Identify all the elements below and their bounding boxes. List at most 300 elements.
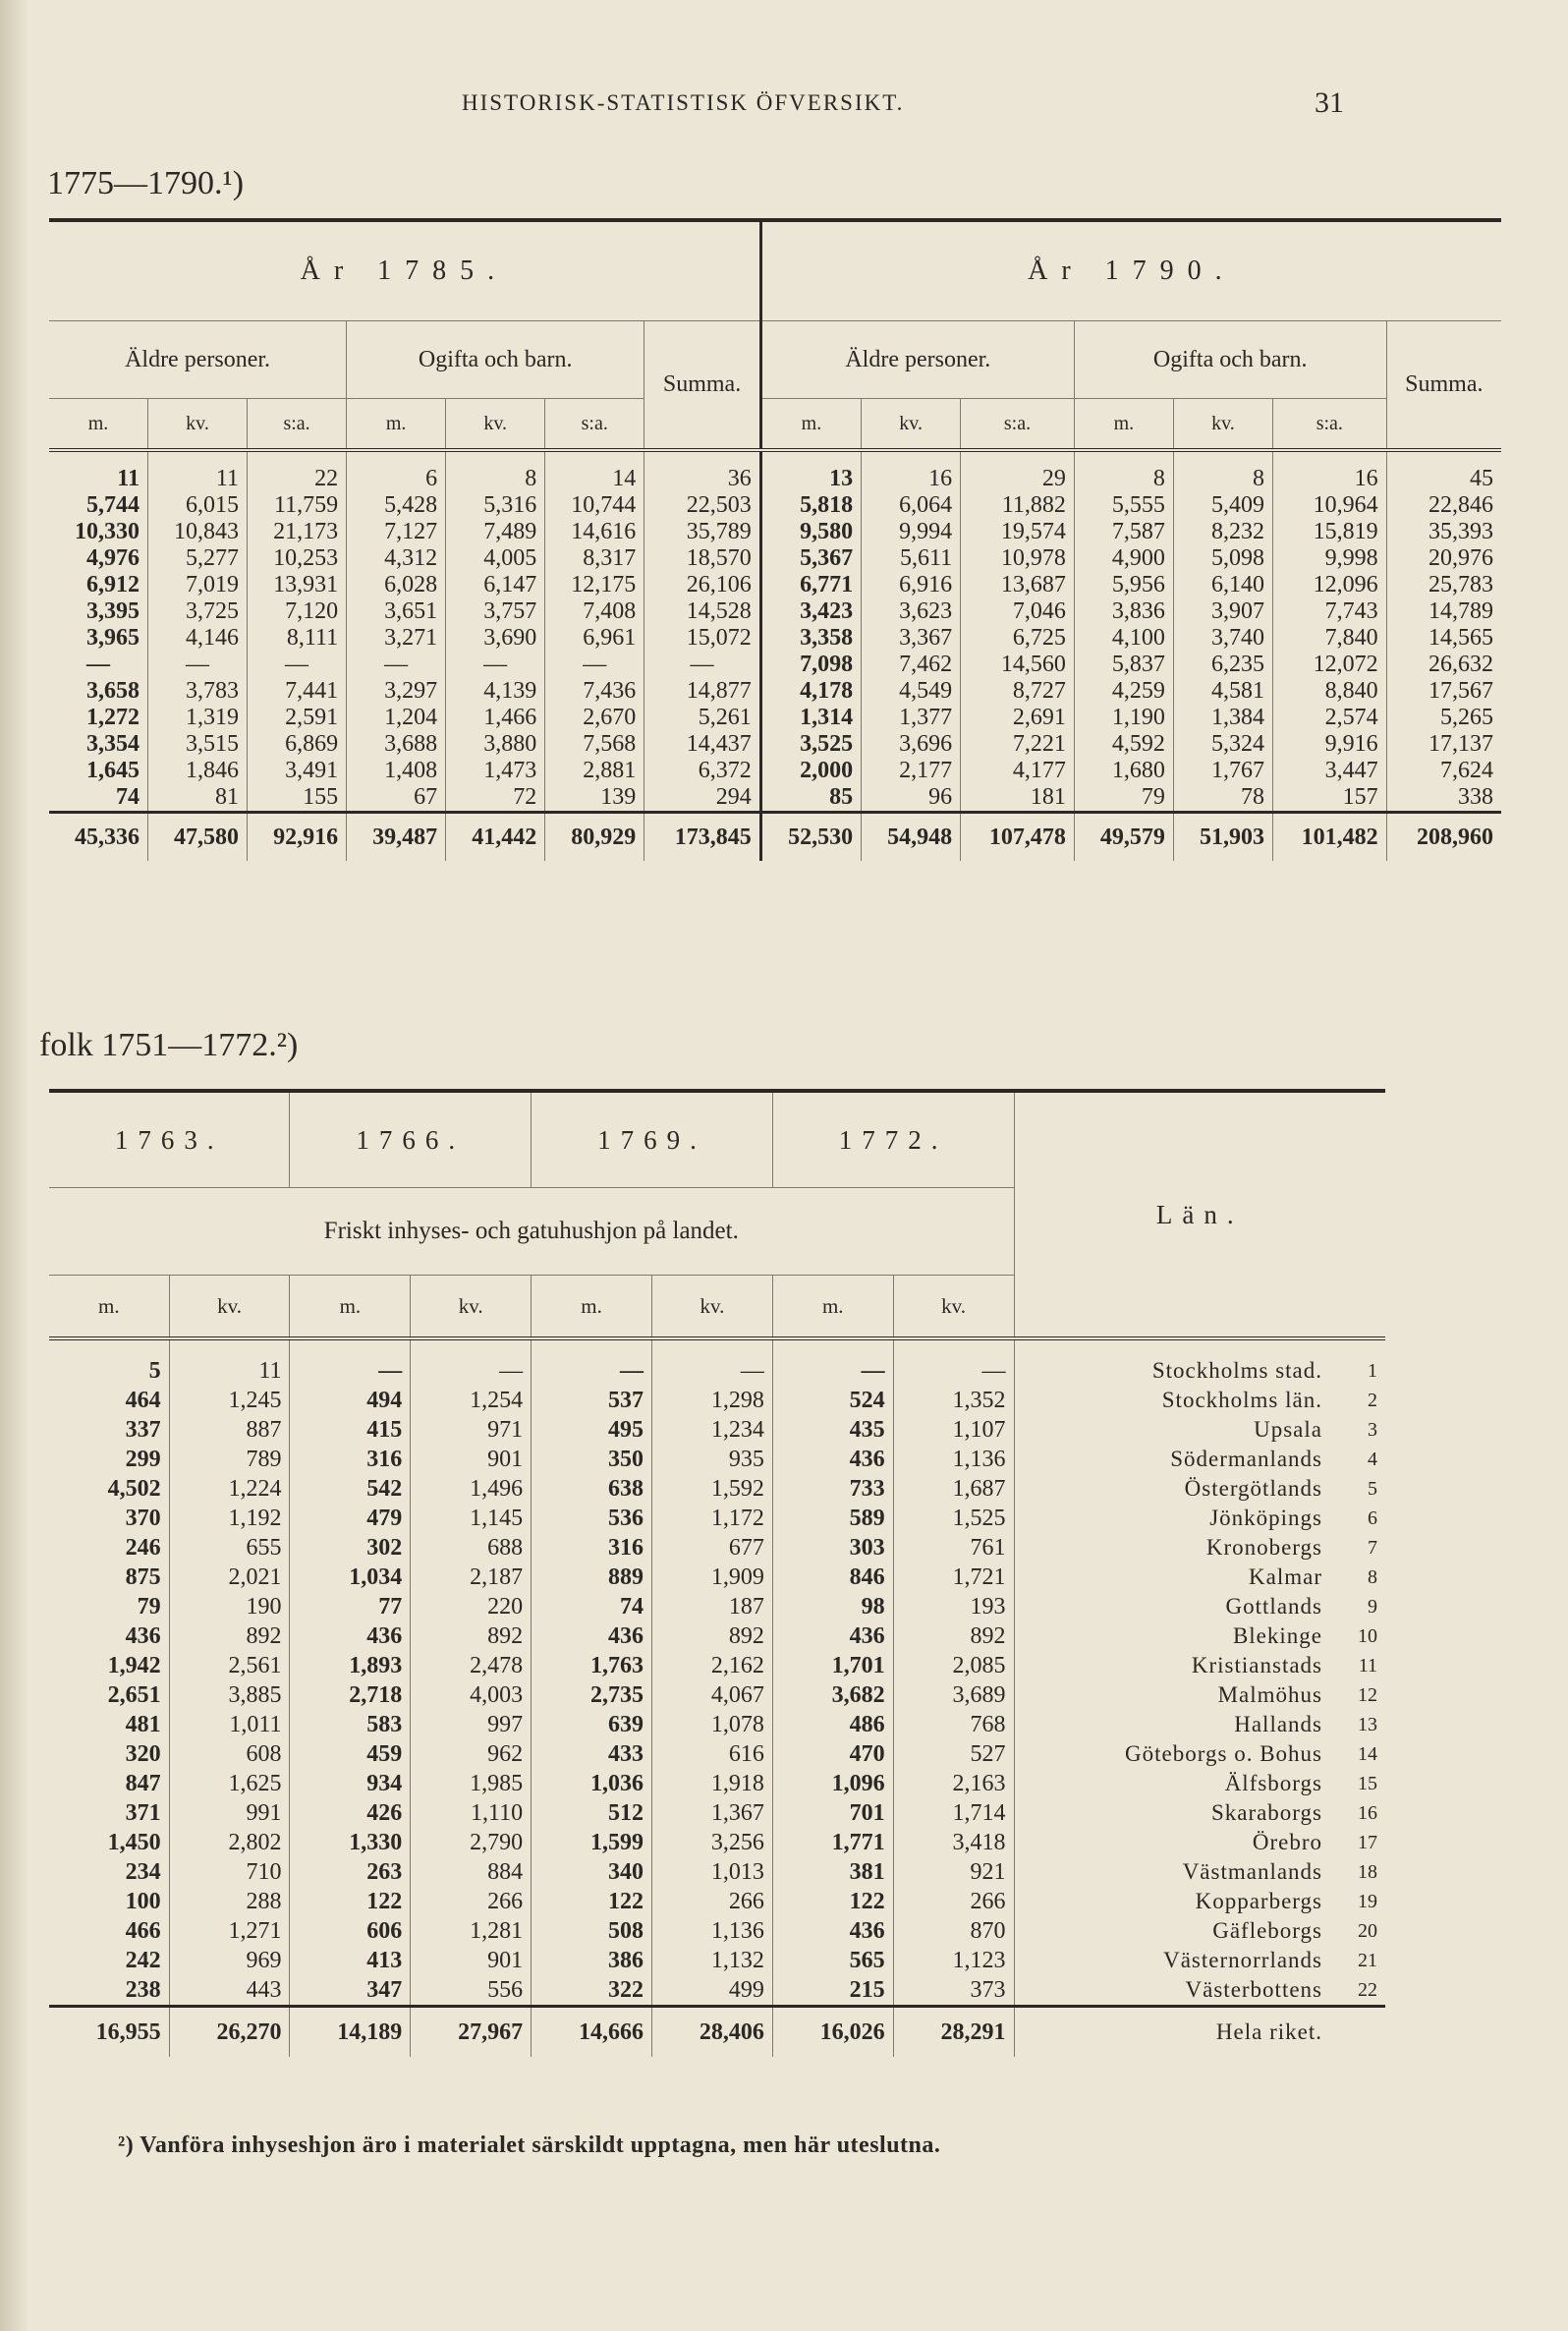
year-1790-header: År 1790. xyxy=(760,222,1501,321)
total-cell: 14,189 xyxy=(290,2007,411,2058)
table2-row xyxy=(49,1338,1385,1386)
table1-cell: 7,046 xyxy=(961,598,1075,625)
table2-cell: 710 xyxy=(169,1857,290,1887)
table2-cell: 1,330 xyxy=(290,1828,411,1857)
table2-caption: folk 1751—1772.²) xyxy=(39,1027,299,1063)
total-cell: 49,579 xyxy=(1074,813,1173,862)
table2-cell: 100 xyxy=(125,1888,161,1914)
table2-cell: — xyxy=(532,1338,652,1386)
col-kv: kv. xyxy=(147,399,247,451)
table2-cell: 435 xyxy=(772,1415,893,1445)
lan-name: Skaraborgs xyxy=(1014,1798,1330,1828)
table1-cell: 3,690 xyxy=(446,625,545,652)
table1-cell: 7,221 xyxy=(961,731,1075,758)
table1-cell: 6,725 xyxy=(961,625,1075,652)
table2-row xyxy=(49,1563,1385,1592)
table1-cell: 3,757 xyxy=(446,598,545,625)
lan-name: Västernorrlands xyxy=(1014,1946,1330,1975)
table2-cell: 701 xyxy=(772,1798,893,1828)
table1-total-row xyxy=(49,813,1501,862)
table1-cell: 5,324 xyxy=(1173,731,1272,758)
table1-cell: 5,428 xyxy=(347,492,446,519)
table1-cell: 139 xyxy=(545,784,644,813)
table1-cell: 10,978 xyxy=(961,545,1075,572)
table1-cell: 74 xyxy=(115,784,140,810)
table2-row xyxy=(49,1887,1385,1916)
table1-cell: 5,555 xyxy=(1074,492,1173,519)
table1-cell: 11,882 xyxy=(961,492,1075,519)
table2-row xyxy=(49,1533,1385,1563)
table1-cell: 9,998 xyxy=(1272,545,1386,572)
table1-cell: 1,473 xyxy=(446,758,545,784)
table2-cell: 220 xyxy=(411,1592,532,1621)
lan-name: Kronobergs xyxy=(1014,1533,1330,1563)
table2-cell: 969 xyxy=(169,1946,290,1975)
table2-cell: 639 xyxy=(532,1710,652,1739)
row-number: 6 xyxy=(1368,1507,1377,1529)
row-number: 11 xyxy=(1358,1654,1377,1677)
table2-cell: 371 xyxy=(125,1799,161,1826)
table1-cell: 2,000 xyxy=(760,758,861,784)
table1-cell: — xyxy=(446,652,545,678)
table2-cell: 733 xyxy=(772,1474,893,1504)
table2-cell: 761 xyxy=(893,1533,1014,1563)
table2-cell: 1,136 xyxy=(893,1445,1014,1474)
table1-cell: 8,727 xyxy=(961,678,1075,705)
table1-cell: — xyxy=(347,652,446,678)
table-1775-1790 xyxy=(49,222,1501,861)
table2-cell: 316 xyxy=(532,1533,652,1563)
table1-cell: 4,592 xyxy=(1074,731,1173,758)
table2-cell: 892 xyxy=(651,1621,772,1651)
running-title: HISTORISK-STATISTISK ÖFVERSIKT. xyxy=(462,90,905,115)
total-cell: 101,482 xyxy=(1272,813,1386,862)
table1-cell: 11 xyxy=(147,450,247,492)
table1-cell: 5,098 xyxy=(1173,545,1272,572)
table2-row xyxy=(49,1651,1385,1680)
lan-header: Län. xyxy=(1014,1093,1385,1338)
table1-cell: 5,837 xyxy=(1074,652,1173,678)
table2-cell: 79 xyxy=(137,1593,161,1620)
col-sa: s:a. xyxy=(1272,399,1386,451)
table1-cell: 4,146 xyxy=(147,625,247,652)
year-1785-header: År 1785. xyxy=(300,256,509,286)
table2-cell: 921 xyxy=(893,1857,1014,1887)
table1-cell: 3,740 xyxy=(1173,625,1272,652)
table1-cell: 7,489 xyxy=(446,519,545,545)
table1-row xyxy=(49,450,1501,492)
table2-cell: — xyxy=(772,1338,893,1386)
table2-cell: 466 xyxy=(125,1917,161,1944)
table1-cell: 26,106 xyxy=(644,572,761,598)
table1-cell: 7,624 xyxy=(1386,758,1501,784)
table2-cell: 934 xyxy=(290,1769,411,1798)
table2-row xyxy=(49,1415,1385,1445)
row-number: 22 xyxy=(1358,1978,1377,2001)
table1-cell: 4,178 xyxy=(760,678,861,705)
table1-cell: 5,956 xyxy=(1074,572,1173,598)
table1-cell: 3,880 xyxy=(446,731,545,758)
table1-cell: 16 xyxy=(862,450,961,492)
total-cell: 54,948 xyxy=(862,813,961,862)
table2-cell: 494 xyxy=(290,1386,411,1415)
total-cell: 28,291 xyxy=(893,2007,1014,2058)
table2-cell: 303 xyxy=(772,1533,893,1563)
table2-cell: 11 xyxy=(169,1338,290,1386)
table1-cell: 72 xyxy=(446,784,545,813)
row-number: 5 xyxy=(1368,1477,1377,1500)
total-cell: 14,666 xyxy=(532,2007,652,2058)
table2-cell: 3,418 xyxy=(893,1828,1014,1857)
table1-cell: 14,565 xyxy=(1386,625,1501,652)
table1-cell: 13,687 xyxy=(961,572,1075,598)
group-young-1785: Ogifta och barn. xyxy=(347,321,644,399)
table2-row xyxy=(49,1592,1385,1621)
table2-cell: 433 xyxy=(532,1739,652,1769)
lan-name: Kopparbergs xyxy=(1014,1887,1330,1916)
table2-cell: 413 xyxy=(290,1946,411,1975)
table2-cell: 2,561 xyxy=(169,1651,290,1680)
table1-cell: 1,204 xyxy=(347,705,446,731)
table2-cell: 1,771 xyxy=(772,1828,893,1857)
table2-cell: 190 xyxy=(169,1592,290,1621)
table2-cell: — xyxy=(893,1338,1014,1386)
lan-name: Jönköpings xyxy=(1014,1504,1330,1533)
table1-cell: 10,843 xyxy=(147,519,247,545)
table2-cell: 606 xyxy=(290,1916,411,1946)
table1-cell: 181 xyxy=(961,784,1075,813)
row-number: 10 xyxy=(1358,1624,1377,1647)
table1-cell: 10,330 xyxy=(74,519,140,544)
table1-cell: 15,819 xyxy=(1272,519,1386,545)
table1-row xyxy=(49,705,1501,731)
table1-cell: 22 xyxy=(248,450,347,492)
table2-cell: 1,096 xyxy=(772,1769,893,1798)
table2-cell: 4,502 xyxy=(107,1475,161,1502)
table2-cell: 263 xyxy=(290,1857,411,1887)
table2-cell: 901 xyxy=(411,1946,532,1975)
table2-cell: 1,034 xyxy=(290,1563,411,1592)
table1-cell: 6,869 xyxy=(248,731,347,758)
table1-cell: 36 xyxy=(644,450,761,492)
table1-cell: 7,840 xyxy=(1272,625,1386,652)
table1-cell: 8 xyxy=(1074,450,1173,492)
table2-cell: 524 xyxy=(772,1386,893,1415)
table2-cell: 74 xyxy=(532,1592,652,1621)
row-number: 13 xyxy=(1358,1713,1377,1735)
table2-cell: 1,136 xyxy=(651,1916,772,1946)
col-kv: kv. xyxy=(169,1276,290,1339)
table2-cell: 870 xyxy=(893,1916,1014,1946)
total-cell: 47,580 xyxy=(147,813,247,862)
table2-cell: 3,689 xyxy=(893,1680,1014,1710)
table1-cell: 6,235 xyxy=(1173,652,1272,678)
table1-cell: 14,789 xyxy=(1386,598,1501,625)
table2-cell: 1,985 xyxy=(411,1769,532,1798)
total-cell: 52,530 xyxy=(760,813,861,862)
table2-cell: 246 xyxy=(125,1534,161,1561)
table1-cell: 7,098 xyxy=(760,652,861,678)
table1-cell: 6,916 xyxy=(862,572,961,598)
col-kv: kv. xyxy=(893,1276,1014,1339)
table1-cell: 5,744 xyxy=(85,492,140,518)
table1-cell: 17,137 xyxy=(1386,731,1501,758)
table2-total-row xyxy=(49,2007,1385,2058)
table1-cell: 3,367 xyxy=(862,625,961,652)
table1-cell: 1,319 xyxy=(147,705,247,731)
row-number: 1 xyxy=(1368,1359,1377,1382)
table1-cell: 10,744 xyxy=(545,492,644,519)
total-label: Hela riket. xyxy=(1014,2007,1330,2058)
table2-cell: 589 xyxy=(772,1504,893,1533)
table1-cell: 29 xyxy=(961,450,1075,492)
table1-cell: 1,384 xyxy=(1173,705,1272,731)
table1-cell: 3,696 xyxy=(862,731,961,758)
table2-cell: 901 xyxy=(411,1445,532,1474)
table1-cell: 2,881 xyxy=(545,758,644,784)
table2-cell: 122 xyxy=(290,1887,411,1916)
year-1763-header: 1763. xyxy=(114,1124,224,1155)
total-cell: 173,845 xyxy=(644,813,761,862)
total-cell: 41,442 xyxy=(446,813,545,862)
table2-cell: 436 xyxy=(125,1622,161,1649)
table2-cell: 2,163 xyxy=(893,1769,1014,1798)
table1-cell: 7,587 xyxy=(1074,519,1173,545)
group-old-1785: Äldre personer. xyxy=(49,321,347,399)
table1-cell: 3,423 xyxy=(760,598,861,625)
group-young-1790: Ogifta och barn. xyxy=(1074,321,1386,399)
table1-cell: 19,574 xyxy=(961,519,1075,545)
summa-1785: Summa. xyxy=(644,321,761,451)
table1-cell: 3,907 xyxy=(1173,598,1272,625)
table2-cell: 962 xyxy=(411,1739,532,1769)
table1-cell: 6,147 xyxy=(446,572,545,598)
col-kv: kv. xyxy=(862,399,961,451)
table1-cell: 5,818 xyxy=(760,492,861,519)
table2-cell: 508 xyxy=(532,1916,652,1946)
table1-cell: 7,441 xyxy=(248,678,347,705)
table2-cell: 193 xyxy=(893,1592,1014,1621)
table2-cell: 122 xyxy=(532,1887,652,1916)
table1-cell: 2,691 xyxy=(961,705,1075,731)
table2-cell: 2,162 xyxy=(651,1651,772,1680)
row-number: 7 xyxy=(1368,1536,1377,1559)
table1-cell: 294 xyxy=(644,784,761,813)
table2-cell: 655 xyxy=(169,1533,290,1563)
table2-cell: 1,107 xyxy=(893,1415,1014,1445)
col-m: m. xyxy=(49,1276,169,1339)
table2-cell: 1,271 xyxy=(169,1916,290,1946)
table2-cell: 892 xyxy=(893,1621,1014,1651)
table2-cell: 499 xyxy=(651,1975,772,2007)
table2-cell: 935 xyxy=(651,1445,772,1474)
table2-cell: 556 xyxy=(411,1975,532,2007)
col-kv: kv. xyxy=(411,1276,532,1339)
row-number: 8 xyxy=(1368,1565,1377,1588)
table2-cell: 299 xyxy=(125,1446,161,1472)
col-kv: kv. xyxy=(651,1276,772,1339)
table2-cell: 122 xyxy=(772,1887,893,1916)
table2-row xyxy=(49,1621,1385,1651)
table2-cell: 187 xyxy=(651,1592,772,1621)
table2-cell: 1,450 xyxy=(107,1829,161,1855)
table2-cell: 1,918 xyxy=(651,1769,772,1798)
lan-name: Älfsborgs xyxy=(1014,1769,1330,1798)
table2-cell: 2,790 xyxy=(411,1828,532,1857)
table2-cell: 997 xyxy=(411,1710,532,1739)
footnote: ²) Vanföra inhyseshjon äro i materialet särskildt upptagna, men här uteslutna. xyxy=(118,2132,941,2158)
table2-cell: 608 xyxy=(169,1739,290,1769)
row-number xyxy=(1330,2007,1385,2058)
table1-cell: 7,462 xyxy=(862,652,961,678)
table1-cell: 12,175 xyxy=(545,572,644,598)
table1-cell: 1,377 xyxy=(862,705,961,731)
table1-row xyxy=(49,598,1501,625)
table1-row xyxy=(49,625,1501,652)
table1-cell: 4,581 xyxy=(1173,678,1272,705)
table1-cell: 1,190 xyxy=(1074,705,1173,731)
table1-row xyxy=(49,545,1501,572)
table1-cell: 1,767 xyxy=(1173,758,1272,784)
col-kv: kv. xyxy=(446,399,545,451)
table2-cell: 1,192 xyxy=(169,1504,290,1533)
table2-row xyxy=(49,1975,1385,2007)
table1-cell: 4,549 xyxy=(862,678,961,705)
col-sa: s:a. xyxy=(545,399,644,451)
row-number: 18 xyxy=(1358,1860,1377,1883)
table2-cell: 847 xyxy=(125,1770,161,1796)
table1-cell: 10,964 xyxy=(1272,492,1386,519)
table2-cell: 486 xyxy=(772,1710,893,1739)
table2-cell: 1,123 xyxy=(893,1946,1014,1975)
lan-name: Östergötlands xyxy=(1014,1474,1330,1504)
total-cell: 28,406 xyxy=(651,2007,772,2058)
table1-cell: 338 xyxy=(1386,784,1501,813)
table1-cell: 14,528 xyxy=(644,598,761,625)
lan-name: Göteborgs o. Bohus xyxy=(1014,1739,1330,1769)
table2-cell: 98 xyxy=(772,1592,893,1621)
table2-cell: 2,802 xyxy=(169,1828,290,1857)
table2-cell: 1,592 xyxy=(651,1474,772,1504)
table2-row xyxy=(49,1946,1385,1975)
table1-cell: 4,900 xyxy=(1074,545,1173,572)
table1-cell: 85 xyxy=(760,784,861,813)
table2-cell: 373 xyxy=(893,1975,1014,2007)
table1-cell: — xyxy=(545,652,644,678)
table2-cell: 616 xyxy=(651,1739,772,1769)
table1-cell: 6,961 xyxy=(545,625,644,652)
table2-row xyxy=(49,1857,1385,1887)
table2-cell: 768 xyxy=(893,1710,1014,1739)
table1-cell: 1,466 xyxy=(446,705,545,731)
group-old-1790: Äldre personer. xyxy=(760,321,1074,399)
table2-cell: 370 xyxy=(125,1505,161,1531)
lan-name: Gäfleborgs xyxy=(1014,1916,1330,1946)
table2-row xyxy=(49,1798,1385,1828)
table2-row xyxy=(49,1710,1385,1739)
lan-name: Kristianstads xyxy=(1014,1651,1330,1680)
table1-cell: 78 xyxy=(1173,784,1272,813)
table2-cell: 381 xyxy=(772,1857,893,1887)
table2-cell: 527 xyxy=(893,1739,1014,1769)
table2-cell: 1,687 xyxy=(893,1474,1014,1504)
table2-cell: 1,763 xyxy=(532,1651,652,1680)
table2-cell: 583 xyxy=(290,1710,411,1739)
table1-cell: 11,759 xyxy=(248,492,347,519)
table2-cell: 288 xyxy=(169,1887,290,1916)
table1-cell: 35,789 xyxy=(644,519,761,545)
lan-name: Södermanlands xyxy=(1014,1445,1330,1474)
row-number: 12 xyxy=(1358,1683,1377,1706)
table2-cell: 266 xyxy=(651,1887,772,1916)
table1-cell: 1,645 xyxy=(85,758,140,783)
table2-cell: — xyxy=(411,1338,532,1386)
table2-cell: 481 xyxy=(125,1711,161,1737)
row-number: 14 xyxy=(1358,1742,1377,1765)
table2-cell: 316 xyxy=(290,1445,411,1474)
table1-cell: 14,437 xyxy=(644,731,761,758)
lan-name: Malmöhus xyxy=(1014,1680,1330,1710)
col-sa: s:a. xyxy=(961,399,1075,451)
table2-cell: 1,625 xyxy=(169,1769,290,1798)
table2-cell: 1,525 xyxy=(893,1504,1014,1533)
table1-cell: 26,632 xyxy=(1386,652,1501,678)
total-cell: 39,487 xyxy=(347,813,446,862)
table1-cell: 6,912 xyxy=(85,572,140,597)
table1-cell: 1,408 xyxy=(347,758,446,784)
table1-cell: 1,314 xyxy=(760,705,861,731)
table2-cell: 1,909 xyxy=(651,1563,772,1592)
row-number: 19 xyxy=(1358,1890,1377,1912)
table2-cell: 1,036 xyxy=(532,1769,652,1798)
table2-cell: 2,021 xyxy=(169,1563,290,1592)
table2-cell: 479 xyxy=(290,1504,411,1533)
table2-cell: 234 xyxy=(125,1858,161,1885)
table2-cell: 436 xyxy=(772,1916,893,1946)
total-cell: 107,478 xyxy=(961,813,1075,862)
table1-cell: 67 xyxy=(347,784,446,813)
lan-name: Hallands xyxy=(1014,1710,1330,1739)
table2-row xyxy=(49,1474,1385,1504)
table1-cell: 22,503 xyxy=(644,492,761,519)
table2-cell: 875 xyxy=(125,1563,161,1590)
total-cell: 26,270 xyxy=(169,2007,290,2058)
table2-cell: 1,254 xyxy=(411,1386,532,1415)
table2-cell: 3,256 xyxy=(651,1828,772,1857)
table2-cell: 266 xyxy=(893,1887,1014,1916)
table2-cell: — xyxy=(290,1338,411,1386)
col-m: m. xyxy=(1074,399,1173,451)
table1-cell: — xyxy=(147,652,247,678)
table1-cell: 5,367 xyxy=(760,545,861,572)
table1-cell: 3,395 xyxy=(85,598,140,624)
table2-row xyxy=(49,1445,1385,1474)
table2-cell: 537 xyxy=(532,1386,652,1415)
table1-cell: 13 xyxy=(760,450,861,492)
table1-cell: 4,005 xyxy=(446,545,545,572)
table2-cell: 415 xyxy=(290,1415,411,1445)
table2-cell: 1,352 xyxy=(893,1386,1014,1415)
table1-body xyxy=(49,450,1501,813)
table1-cell: 7,568 xyxy=(545,731,644,758)
table2-cell: 426 xyxy=(290,1798,411,1828)
table2-row xyxy=(49,1769,1385,1798)
table2-cell: 971 xyxy=(411,1415,532,1445)
table1-cell: 2,670 xyxy=(545,705,644,731)
year-1772-header: 1772. xyxy=(772,1093,1014,1188)
table1-cell: 17,567 xyxy=(1386,678,1501,705)
table1-cell: 6,771 xyxy=(760,572,861,598)
